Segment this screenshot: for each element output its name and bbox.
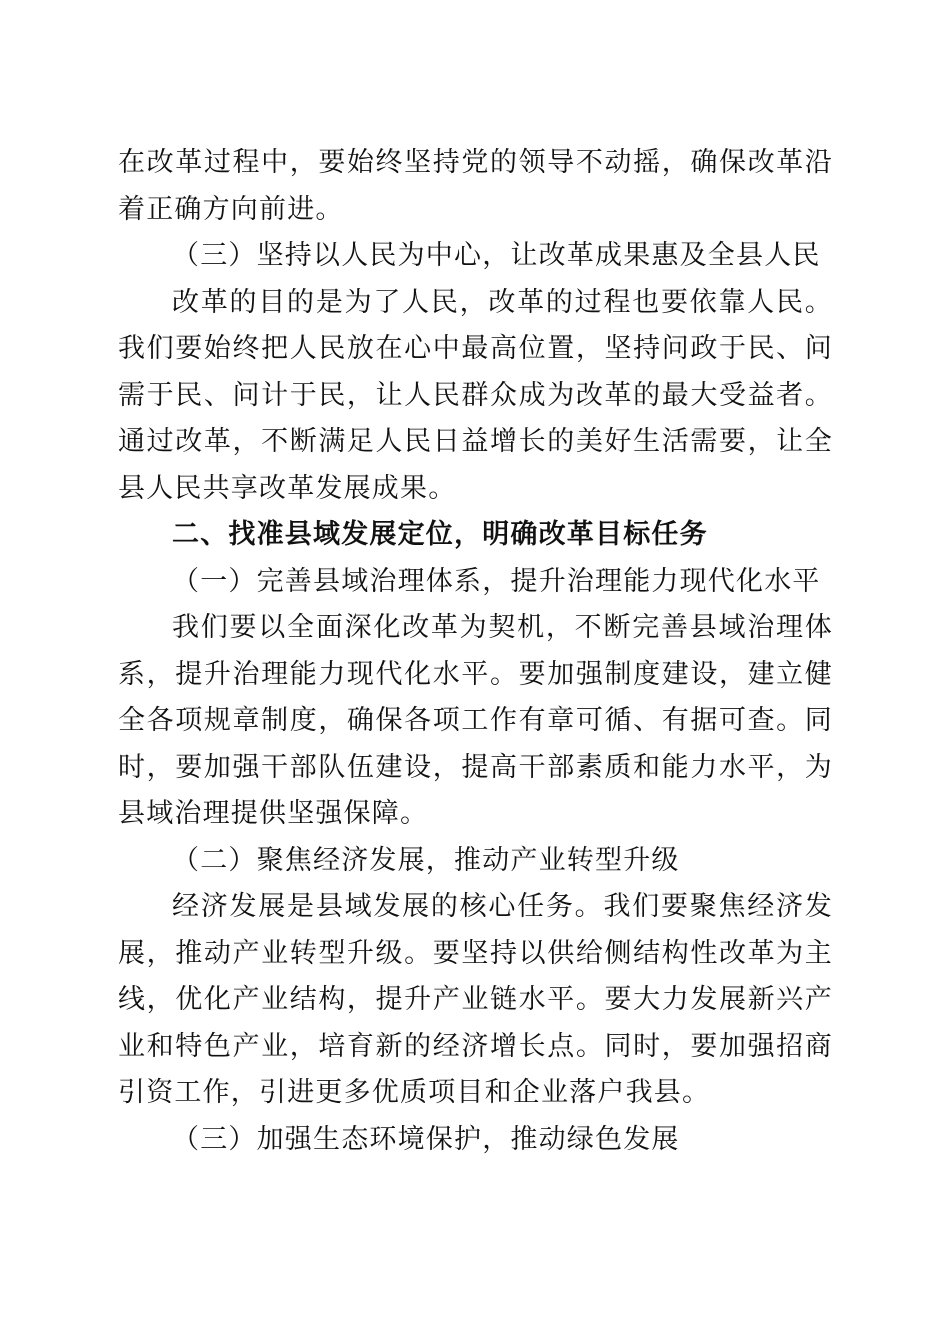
document-page bbox=[118, 140, 833, 1163]
paragraph-continued: 在改革过程中，要始终坚持党的领导不动摇，确保改革沿着正确方向前进。 bbox=[118, 147, 833, 225]
section-heading-3-sub: （三）加强生态环境保护，推动绿色发展 bbox=[172, 1123, 680, 1155]
paragraph: 我们要以全面深化改革为契机，不断完善县域治理体系，提升治理能力现代化水平。要加强制度建设，建立健全各项规章制度，确保各项工作有章可循、有据可查。同时，要加强干部队伍建设，提高干部素质和能力水平，为县域治理提供坚强保障。 bbox=[118, 612, 833, 829]
paragraph: 经济发展是县域发展的核心任务。我们要聚焦经济发展，推动产业转型升级。要坚持以供给侧结构性改革为主线，优化产业结构，提升产业链水平。要大力发展新兴产业和特色产业，培育新的经济增长点。同时，要加强招商引资工作，引进更多优质项目和企业落户我县。 bbox=[118, 891, 833, 1108]
section-heading-2: 二、找准县域发展定位，明确改革目标任务 bbox=[172, 519, 708, 550]
section-heading-2-sub: （二）聚焦经济发展，推动产业转型升级 bbox=[172, 844, 680, 876]
paragraph: 改革的目的是为了人民，改革的过程也要依靠人民。我们要始终把人民放在心中最高位置，坚持问政于民、问需于民、问计于民，让人民群众成为改革的最大受益者。通过改革，不断满足人民日益增长的美好生活需要，让全县人民共享改革发展成果。 bbox=[118, 286, 833, 504]
section-heading-1: （一）完善县域治理体系，提升治理能力现代化水平 bbox=[172, 565, 821, 597]
section-heading-3: （三）坚持以人民为中心，让改革成果惠及全县人民 bbox=[172, 240, 821, 271]
